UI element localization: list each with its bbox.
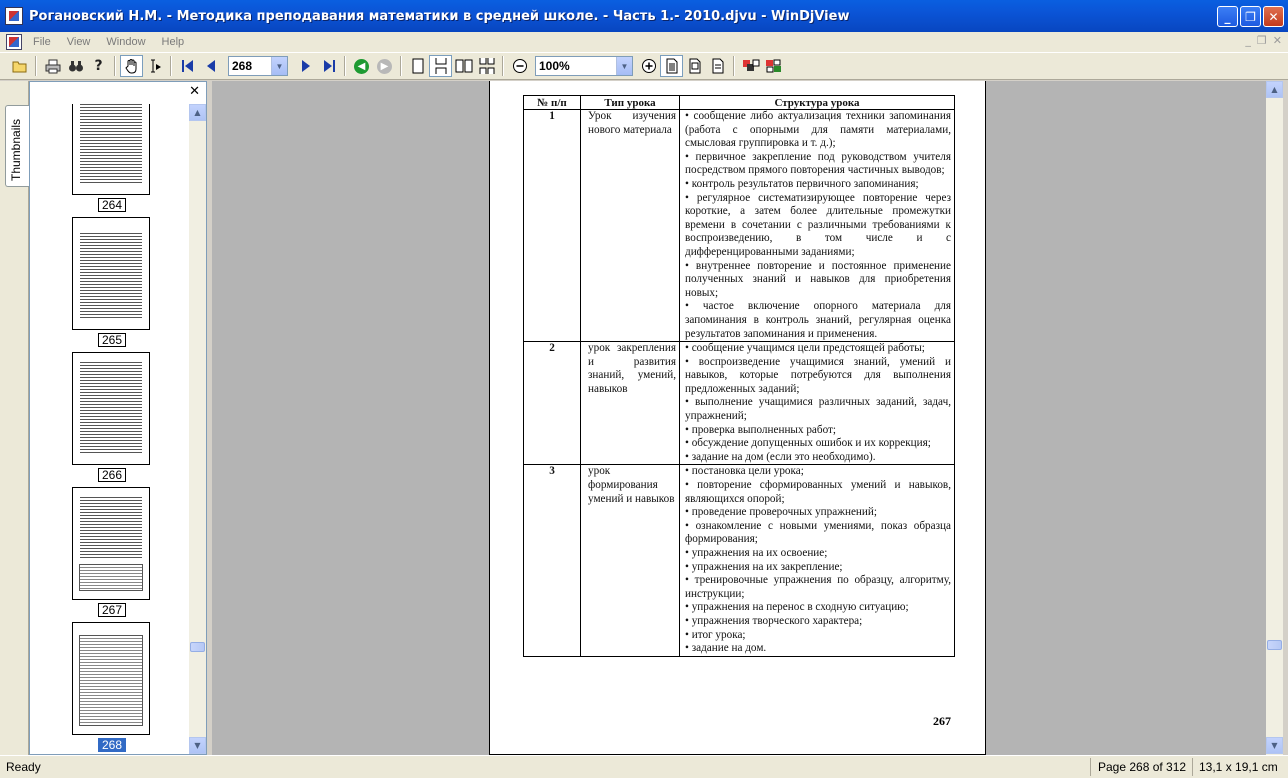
thumbnail-label-266[interactable]: 266 (98, 468, 126, 482)
table-row (524, 465, 955, 656)
row-structure (680, 465, 955, 656)
printed-page-number: 267 (933, 714, 951, 728)
fit-width-icon[interactable] (683, 55, 706, 77)
close-button[interactable]: ✕ (1263, 6, 1284, 27)
open-icon[interactable] (8, 55, 31, 77)
continuous-icon[interactable] (429, 55, 452, 77)
close-icon[interactable]: ✕ (189, 84, 200, 99)
structure-item: • частое включение опорного материала для запоминания в контроль знаний, регулярная оценка результатов запоминания и применения. (685, 300, 951, 340)
page-number-value[interactable]: 268 (232, 59, 253, 73)
document-page (489, 81, 986, 755)
first-page-icon[interactable] (176, 55, 199, 77)
forward-icon[interactable]: ▶ (373, 55, 396, 77)
row-number: 3 (524, 465, 581, 656)
document-view[interactable] (212, 81, 1266, 755)
table-row (524, 342, 955, 465)
thumbnail-page-264[interactable] (72, 104, 150, 195)
help-icon[interactable]: ? (94, 58, 103, 74)
menu-help[interactable]: Help (161, 36, 185, 48)
facing-icon[interactable] (452, 55, 475, 77)
scrollbar-thumb[interactable] (1267, 640, 1282, 650)
menu-file[interactable]: File (33, 36, 51, 48)
thumbnail-label-265[interactable]: 265 (98, 333, 126, 347)
status-text: Ready (6, 760, 41, 774)
sidebar-tabstrip (0, 81, 29, 755)
scroll-down-icon[interactable]: ▼ (1266, 737, 1283, 754)
actual-size-icon[interactable] (706, 55, 729, 77)
structure-item: • задание на дом (если это необходимо). (685, 450, 876, 463)
zoom-combo[interactable] (535, 56, 633, 76)
row-number: 2 (524, 342, 581, 465)
structure-item: • сообщение либо актуализация техники запоминания (работа с опорными для памяти материалами, смысловая группировка и т. д.); (685, 110, 951, 150)
table-row (524, 110, 955, 342)
structure-item: • ознакомление с новыми умениями, показ образца формирования; (685, 519, 951, 546)
structure-item: • упражнения творческого характера; (685, 614, 863, 627)
display-mode-icon[interactable] (739, 55, 762, 77)
mdi-close-button[interactable]: ✕ (1272, 34, 1282, 47)
row-lesson-type: Урок изучения нового материала (581, 110, 680, 342)
structure-item: • упражнения на их освоение; (685, 547, 828, 559)
structure-item: • проверка выполненных работ; (685, 423, 837, 436)
header-lesson-type: Тип урока (581, 96, 680, 110)
document-scrollbar[interactable] (1266, 81, 1283, 755)
chevron-down-icon[interactable]: ▼ (616, 57, 632, 75)
title-bar (0, 0, 1288, 32)
structure-item: • упражнения на их закрепление; (685, 560, 843, 573)
layers-icon[interactable] (762, 55, 785, 77)
toolbar (0, 52, 1288, 80)
thumbnail-page-265[interactable] (72, 217, 150, 330)
row-lesson-type: урок формирования умений и навыков (581, 465, 680, 656)
row-number: 1 (524, 110, 581, 342)
next-page-icon[interactable] (294, 55, 317, 77)
structure-item: • задание на дом. (685, 642, 767, 655)
page-number-combo[interactable] (228, 56, 288, 76)
structure-item: • воспроизведение учащимися знаний, умений и навыков, которые потребуются для выполнения предложенных заданий; (685, 355, 951, 395)
thumbnail-page-268[interactable] (72, 622, 150, 735)
thumbnail-list (30, 104, 188, 754)
zoom-value[interactable]: 100% (539, 59, 570, 73)
thumbnail-page-267[interactable] (72, 487, 150, 600)
document-icon[interactable] (6, 34, 22, 50)
structure-item: • итог урока; (685, 628, 746, 641)
row-lesson-type: урок закрепления и развития знаний, умений, навыков (581, 342, 680, 465)
menu-bar (0, 32, 1288, 52)
tab-thumbnails[interactable] (5, 105, 29, 187)
structure-item: • сообщение учащимся цели предстоящей работы; (685, 342, 925, 355)
menu-window[interactable]: Window (106, 36, 146, 48)
row-structure (680, 342, 955, 465)
window-title: Рогановский Н.М. - Методика преподавания математики в средней школе. - Часть 1.- 2010.djvu - WinDjView (29, 8, 850, 24)
select-tool-icon[interactable] (143, 55, 166, 77)
row-structure (680, 110, 955, 342)
minimize-button[interactable]: _ (1217, 6, 1238, 27)
chevron-down-icon[interactable]: ▼ (271, 57, 287, 75)
tab-thumbnails-label: Thumbnails (9, 118, 23, 181)
thumbnails-panel (29, 81, 207, 755)
last-page-icon[interactable] (317, 55, 340, 77)
thumbnail-label-267[interactable]: 267 (98, 603, 126, 617)
header-number: № п/п (524, 96, 581, 110)
menu-view[interactable]: View (66, 36, 91, 48)
scrollbar-thumb[interactable] (190, 642, 205, 652)
restore-button[interactable]: ❐ (1240, 6, 1261, 27)
scroll-up-icon[interactable]: ▲ (189, 104, 206, 121)
structure-item: • повторение сформированных умений и навыков, являющихся опорой; (685, 479, 951, 505)
scroll-up-icon[interactable]: ▲ (1266, 81, 1283, 98)
mdi-minimize-button[interactable]: _ (1245, 34, 1251, 47)
find-icon[interactable] (64, 55, 87, 77)
thumbnail-label-264[interactable]: 264 (98, 198, 126, 212)
print-icon[interactable] (41, 55, 64, 77)
app-icon[interactable] (5, 7, 23, 25)
lesson-structure-table (523, 95, 955, 657)
structure-item: • проведение проверочных упражнений; (685, 506, 877, 519)
mdi-restore-button[interactable]: ❐ (1256, 34, 1267, 47)
structure-item: • постановка цели урока; (685, 465, 804, 478)
status-page-info: Page 268 of 312 (1098, 760, 1187, 774)
thumbnails-scrollbar[interactable] (189, 104, 206, 754)
status-bar (0, 755, 1288, 778)
prev-page-icon[interactable] (199, 55, 222, 77)
fit-page-icon[interactable] (660, 55, 683, 77)
header-lesson-structure: Структура урока (680, 96, 955, 110)
continuous-facing-icon[interactable] (475, 55, 498, 77)
structure-item: • контроль результатов первичного запоминания; (685, 177, 919, 190)
back-icon[interactable]: ◀ (350, 55, 373, 77)
structure-item: • регулярное систематизирующее повторение через короткие, а затем более длительные промежутки времени в сочетании с различными требованиями к воспроизведению, в том числе и с дифференцированными заданиями; (685, 191, 951, 258)
zoom-in-icon[interactable] (637, 55, 660, 77)
zoom-out-icon[interactable] (508, 55, 531, 77)
thumbnail-page-266[interactable] (72, 352, 150, 465)
scroll-down-icon[interactable]: ▼ (189, 737, 206, 754)
structure-item: • выполнение учащимися различных заданий, задач, упражнений; (685, 396, 951, 423)
structure-item: • внутреннее повторение и постоянное применение полученных знаний и навыков для приобретения новых; (685, 259, 951, 299)
structure-item: • обсуждение допущенных ошибок и их коррекция; (685, 437, 931, 450)
structure-item: • тренировочные упражнения по образцу, алгоритму, инструкции; (685, 574, 951, 600)
structure-item: • упражнения на перенос в сходную ситуацию; (685, 601, 909, 614)
single-page-icon[interactable] (406, 55, 429, 77)
thumbnail-label-268[interactable]: 268 (98, 738, 126, 752)
status-page-size: 13,1 x 19,1 cm (1199, 760, 1278, 774)
hand-tool-icon[interactable] (120, 55, 143, 77)
structure-item: • первичное закрепление под руководством учителя посредством прямого повторения частичных выводов; (685, 150, 951, 177)
